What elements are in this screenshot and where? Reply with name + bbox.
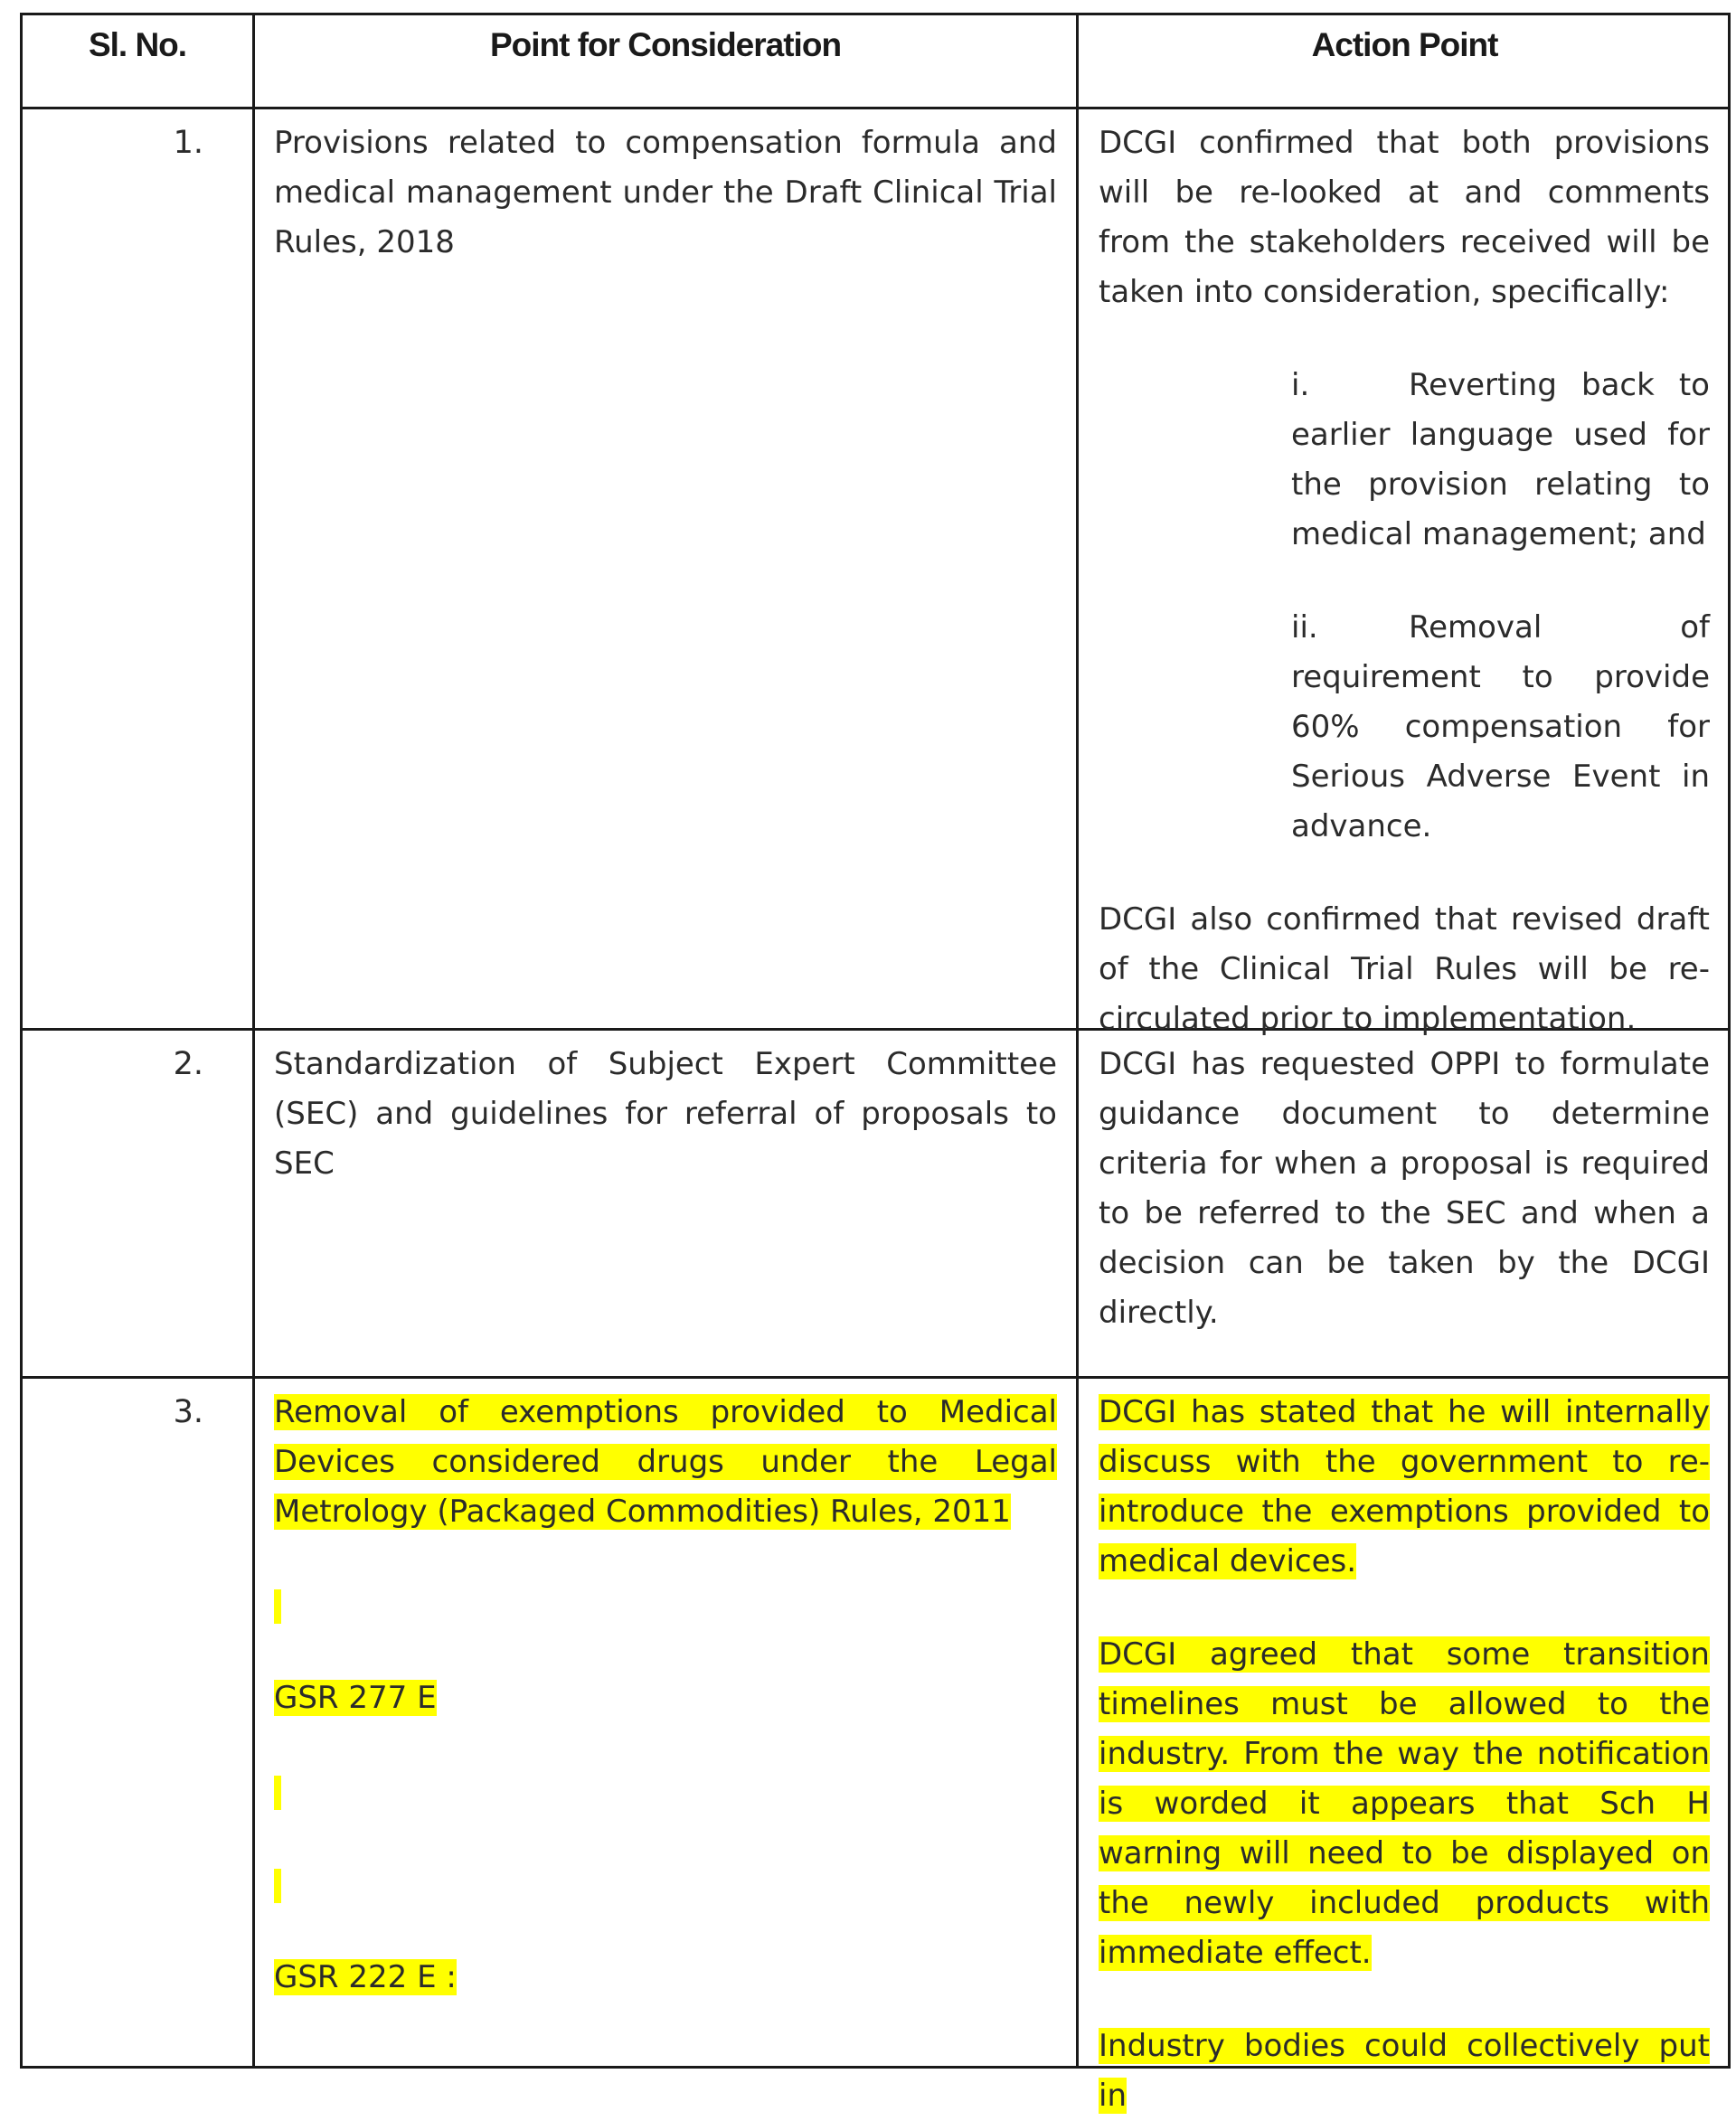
list-marker: ii. [1291, 609, 1318, 646]
highlight-marker [274, 1580, 1057, 1630]
highlighted-text: Removal of exemptions provided to Medical Devices considered drugs under the Legal Metrology (Packaged Commodities) Rules, 2011 [274, 1394, 1057, 1530]
list-item [1291, 603, 1710, 852]
column-divider [1076, 15, 1079, 2066]
row-1-point [274, 118, 1057, 268]
row-2-action-text: DCGI has requested OPPI to formulate guidance document to determine criteria for when a proposal is required to be referred to the SEC and when a decision can be taken by the DCGI directly. [1099, 1046, 1710, 1331]
row-3-point-ref-2: GSR 222 E : [274, 1959, 457, 1995]
row-3-action-p1: DCGI has stated that he will internally discuss with the government to re-introduce the exemptions provided to medical devices. [1099, 1394, 1710, 1579]
header-point-for-consideration: Point for Consideration [489, 26, 842, 63]
row-divider [23, 1376, 1728, 1379]
row-3-point-text [274, 1388, 1057, 1537]
row-3-action [1099, 1388, 1710, 2121]
document-page [20, 13, 1731, 2114]
row-2-action [1099, 1040, 1710, 1338]
row-2-point-text: Standardization of Subject Expert Committee (SEC) and guidelines for referral of proposals to SEC [274, 1046, 1057, 1182]
row-1-action [1099, 118, 1710, 1044]
header-divider [23, 107, 1728, 109]
header-action-point: Action Point [1311, 26, 1498, 63]
row-3-point-ref-1: GSR 277 E [274, 1680, 437, 1716]
row-1-action-list [1291, 361, 1710, 852]
list-item-text: Removal of requirement to provide 60% compensation for Serious Adverse Event in advance. [1291, 609, 1710, 844]
row-3-action-p3: Industry bodies could collectively put in [1099, 2028, 1710, 2114]
row-1-action-outro: DCGI also confirmed that revised draft of the Clinical Trial Rules will be re-circulated prior to implementation. [1099, 901, 1710, 1037]
list-item [1291, 361, 1710, 560]
row-1-action-intro: DCGI confirmed that both provisions will be re-looked at and comments from the stakeholders received will be taken into consideration, specifically: [1099, 125, 1710, 310]
row-3-action-p2: DCGI agreed that some transition timelines must be allowed to the industry. From the way the notification is worded it appears that Sch H warning will need to be displayed on the newly included products with immediate effect. [1099, 1636, 1710, 1971]
header-sl-no: Sl. No. [88, 26, 187, 63]
list-item-text: Reverting back to earlier language used for the provision relating to medical management; and [1291, 367, 1710, 552]
highlight-marker [274, 1860, 1057, 1909]
list-marker: i. [1291, 367, 1310, 403]
row-3-number: 3. [173, 1394, 203, 1430]
column-divider [252, 15, 255, 2066]
row-2-point [274, 1040, 1057, 1189]
row-1-number: 1. [173, 125, 203, 161]
highlight-marker [274, 1767, 1057, 1816]
row-2-number: 2. [173, 1046, 203, 1082]
row-3-point [274, 1388, 1057, 2003]
minutes-table [20, 13, 1731, 2114]
row-1-point-text: Provisions related to compensation formula and medical management under the Draft Clinical Trial Rules, 2018 [274, 125, 1057, 260]
